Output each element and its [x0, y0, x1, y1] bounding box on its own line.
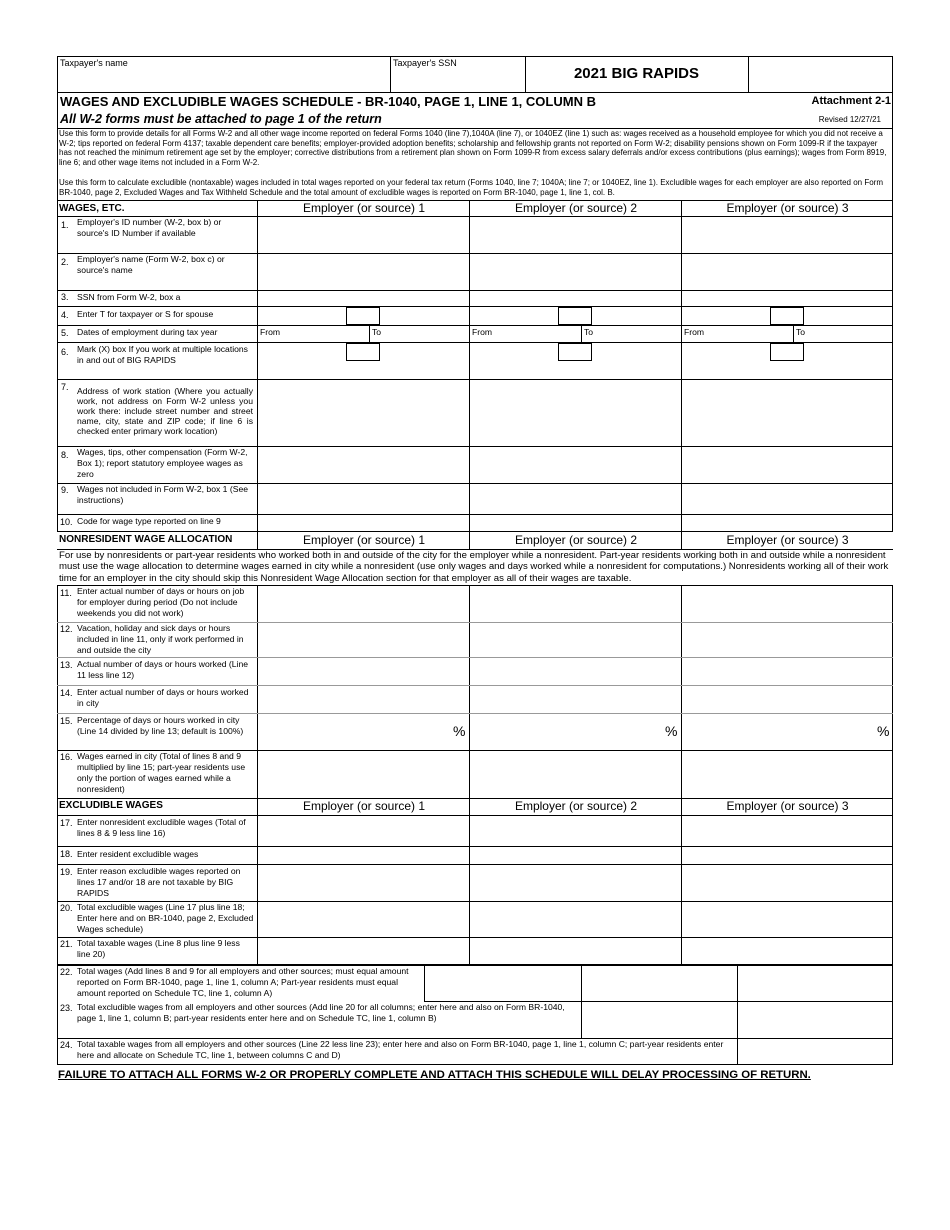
to-label-col2: To [584, 327, 594, 337]
line-20-label: Total excludible wages (Line 17 plus line 18; Enter here and on BR-1040, page 2, Excluded Wages schedule) [77, 902, 254, 934]
line-7-label: Address of work station (Where you actually work, not address on Form W-2 unless you work there: include street number and street name, city, state and ZIP code; if line 6 is checked enter primary work location) [77, 386, 253, 436]
line-22-field[interactable] [426, 966, 579, 1000]
line-18-field-col2[interactable] [471, 847, 679, 862]
line-8-field-col2[interactable] [471, 447, 679, 481]
line-7-field-col1[interactable] [259, 380, 467, 444]
section-wages-title: WAGES, ETC. [59, 203, 125, 214]
line-21-field-col3[interactable] [683, 938, 891, 963]
taxpayer-ssn-field[interactable] [392, 68, 522, 90]
line-10-field-col3[interactable] [683, 515, 891, 529]
line-20-field-col3[interactable] [683, 902, 891, 936]
line-17-field-col2[interactable] [471, 816, 679, 844]
line-23-field[interactable] [583, 1002, 735, 1036]
taxpayer-ssn-label: Taxpayer's SSN [393, 58, 457, 68]
line-1-field-col2[interactable] [471, 217, 679, 251]
line-15-field-col1[interactable] [259, 714, 455, 748]
line-15-label: Percentage of days or hours worked in city (Line 14 divided by line 13; default is 100%) [77, 715, 244, 736]
line-9-label: Wages not included in Form W-2, box 1 (See instructions) [77, 484, 248, 505]
line-12-label: Vacation, holiday and sick days or hours included in line 11, only if work performed in and outside the city [77, 623, 244, 655]
line-7-field-col2[interactable] [471, 380, 679, 444]
excl-col-header-3: Employer (or source) 3 [726, 799, 849, 813]
line-2-field-col3[interactable] [683, 254, 891, 288]
col-header-2: Employer (or source) 2 [514, 201, 638, 215]
line-12-field-col2[interactable] [471, 623, 679, 655]
from-label-col2: From [472, 327, 493, 337]
from-label-col1: From [260, 327, 281, 337]
line-12-field-col1[interactable] [259, 623, 467, 655]
form-year-city: 2021 BIG RAPIDS [573, 65, 700, 82]
line-10-field-col1[interactable] [259, 515, 467, 529]
taxpayer-name-label: Taxpayer's name [60, 58, 128, 68]
line-11-label: Enter actual number of days or hours on job for employer during period (Do not include weekends you did not work) [77, 586, 245, 618]
line-21-field-col2[interactable] [471, 938, 679, 963]
attachment-number: Attachment 2-1 [811, 95, 891, 107]
line-14-field-col3[interactable] [683, 686, 891, 711]
line-17-label: Enter nonresident excludible wages (Total of lines 8 & 9 less line 16) [77, 817, 246, 838]
line-15-field-col2[interactable] [471, 714, 667, 748]
line-16-label: Wages earned in city (Total of lines 8 and 9 multiplied by line 15; part-year residents use only the portion of wages earned while a nonresident) [77, 751, 246, 794]
line-24-field[interactable] [739, 1039, 891, 1063]
line-10-field-col2[interactable] [471, 515, 679, 529]
line-23-label: Total excludible wages from all employers and other sources (Add line 20 for all columns; enter here and also on Form BR-1040, page 1, line 1, column B; part-year residents enter here and on Schedule TC, line 1, column B) [77, 1002, 565, 1023]
col-header-1: Employer (or source) 1 [302, 201, 426, 215]
line-8-label: Wages, tips, other compensation (Form W-2, Box 1); report statutory employee wages as zero [77, 447, 248, 479]
line-13-field-col1[interactable] [259, 658, 467, 683]
line-1-field-col3[interactable] [683, 217, 891, 251]
intro-paragraph-2: Use this form to calculate excludible (nontaxable) wages included in total wages reported on your federal tax return (Forms 1040, line 7; 1040A; line 7; or 1040EZ, line 1). Excludible wages for each employer are also reported on Form BR-1040, page 2, Excluded Wages and Tax Withheld Schedule and the total amount of excludible wages is reported on Form BR-1040, page 1, line 1, col. B. [59, 178, 883, 197]
line-2-field-col2[interactable] [471, 254, 679, 288]
line-3-field-col3[interactable] [683, 291, 891, 305]
line-4-box-col1[interactable] [346, 307, 380, 325]
line-11-field-col1[interactable] [259, 586, 467, 620]
to-label-col3: To [796, 327, 806, 337]
line-6-box-col1[interactable] [346, 343, 380, 361]
form-subtitle: All W-2 forms must be attached to page 1 of the return [60, 112, 382, 126]
line-10-label: Code for wage type reported on line 9 [77, 516, 221, 526]
header-blank-field[interactable] [750, 58, 890, 90]
line-21-field-col1[interactable] [259, 938, 467, 963]
line-4-box-col3[interactable] [770, 307, 804, 325]
revised-date: Revised 12/27/21 [818, 115, 881, 124]
line-1-label: Employer's ID number (W-2, box b) or source's ID Number if available [77, 217, 222, 238]
line-21-label: Total taxable wages (Line 8 plus line 9 less line 20) [77, 938, 240, 959]
line-15-field-col3[interactable] [683, 714, 879, 748]
line-1-field-col1[interactable] [259, 217, 467, 251]
line-8-field-col1[interactable] [259, 447, 467, 481]
percent-sign-col3: % [877, 723, 890, 739]
line-19-label: Enter reason excludible wages reported on lines 17 and/or 18 are not taxable by BIG RAPIDS [77, 866, 241, 898]
line-18-field-col3[interactable] [683, 847, 891, 862]
line-9-field-col3[interactable] [683, 484, 891, 512]
line-6-label: Mark (X) box If you work at multiple locations in and out of BIG RAPIDS [77, 344, 248, 365]
line-7-field-col3[interactable] [683, 380, 891, 444]
to-label-col1: To [372, 327, 382, 337]
nonres-col-header-2: Employer (or source) 2 [514, 533, 638, 547]
line-3-field-col1[interactable] [259, 291, 467, 305]
from-label-col3: From [684, 327, 705, 337]
line-24-label: Total taxable wages from all employers and other sources (Line 22 less line 23); enter here and also on Form BR-1040, page 1, line 1, column C; part-year residents enter here and allocate on Schedule TC, line 1, between columns C and D) [77, 1039, 724, 1060]
line-22-label: Total wages (Add lines 8 and 9 for all employers and other sources; must equal amount reported on Form BR-1040, page 1, line 1, column A; Part-year residents must equal amount reported on Schedule TC, line 1, column A) [77, 966, 409, 998]
line-13-label: Actual number of days or hours worked (Line 11 less line 12) [77, 659, 249, 680]
line-14-field-col2[interactable] [471, 686, 679, 711]
section-excl-title: EXCLUDIBLE WAGES [59, 800, 163, 811]
taxpayer-name-field[interactable] [59, 68, 387, 90]
line-14-field-col1[interactable] [259, 686, 467, 711]
nonres-intro: For use by nonresidents or part-year residents who worked both in and outside of the city for the employer while a nonresident. Part-year residents working both in and outside while a nonresident must use the wage allocation to determine wages earned in city while a nonresident (use only wages and days worked while a nonresident for computations.) Nonresidents working all of their work time for an employer in the city should skip this Nonresident Wage Allocation section for that employer as all of their wages are taxable. [59, 550, 889, 584]
line-14-label: Enter actual number of days or hours worked in city [77, 687, 249, 708]
line-19-field-col2[interactable] [471, 865, 679, 899]
intro-paragraph-1: Use this form to provide details for all Forms W-2 and all other wage income reported on federal Forms 1040 (line 7),1040A (line 7), or 1040EZ (line 1) such as: wages received as a household employee for which you did not receive a W-2; tips reported on federal Form 4137; taxable dependent care benefits; employer-provided adoption benefits; scholarship and fellowship grants not reported on Form W-2; disability pensions shown on Form 1099-R if the taxpayer has not reached the minimum retirement age set by the employer; corrective distributions from a retirement plan shown on Form 1099-R from excess salary deferrals and/or excess contributions (plus earnings); wages from Form 8919, line 6; and other wage items not included in a Form W-2. [59, 129, 887, 167]
line-19-field-col1[interactable] [259, 865, 467, 899]
form-title: WAGES AND EXCLUDIBLE WAGES SCHEDULE - BR-1040, PAGE 1, LINE 1, COLUMN B [60, 94, 596, 109]
percent-sign-col1: % [453, 723, 466, 739]
nonres-col-header-1: Employer (or source) 1 [302, 533, 426, 547]
line-16-field-col3[interactable] [683, 751, 891, 797]
line-18-label: Enter resident excludible wages [77, 849, 199, 859]
percent-sign-col2: % [665, 723, 678, 739]
line-6-box-col2[interactable] [558, 343, 592, 361]
line-17-field-col3[interactable] [683, 816, 891, 844]
line-9-field-col1[interactable] [259, 484, 467, 512]
line-20-field-col1[interactable] [259, 902, 467, 936]
line-13-field-col3[interactable] [683, 658, 891, 683]
line-16-field-col2[interactable] [471, 751, 679, 797]
line-18-field-col1[interactable] [259, 847, 467, 862]
line-5-label: Dates of employment during tax year [77, 327, 218, 337]
line-20-field-col2[interactable] [471, 902, 679, 936]
line-3-label: SSN from Form W-2, box a [77, 292, 181, 302]
nonres-col-header-3: Employer (or source) 3 [726, 533, 849, 547]
line-16-field-col1[interactable] [259, 751, 467, 797]
line-11-field-col3[interactable] [683, 586, 891, 620]
line-17-field-col1[interactable] [259, 816, 467, 844]
footer-warning: FAILURE TO ATTACH ALL FORMS W-2 OR PROPERLY COMPLETE AND ATTACH THIS SCHEDULE WILL DELAY PROCESSING OF RETURN. [58, 1069, 811, 1081]
line-2-label: Employer's name (Form W-2, box c) or source's name [77, 254, 225, 275]
excl-col-header-1: Employer (or source) 1 [302, 799, 426, 813]
excl-col-header-2: Employer (or source) 2 [514, 799, 638, 813]
line-12-field-col3[interactable] [683, 623, 891, 655]
line-19-field-col3[interactable] [683, 865, 891, 899]
col-header-3: Employer (or source) 3 [726, 201, 849, 215]
line-8-field-col3[interactable] [683, 447, 891, 481]
section-nonres-title: NONRESIDENT WAGE ALLOCATION [59, 534, 233, 545]
line-6-box-col3[interactable] [770, 343, 804, 361]
line-4-label: Enter T for taxpayer or S for spouse [77, 309, 214, 319]
line-13-field-col2[interactable] [471, 658, 679, 683]
line-2-field-col1[interactable] [259, 254, 467, 288]
line-4-box-col2[interactable] [558, 307, 592, 325]
line-3-field-col2[interactable] [471, 291, 679, 305]
line-11-field-col2[interactable] [471, 586, 679, 620]
line-9-field-col2[interactable] [471, 484, 679, 512]
